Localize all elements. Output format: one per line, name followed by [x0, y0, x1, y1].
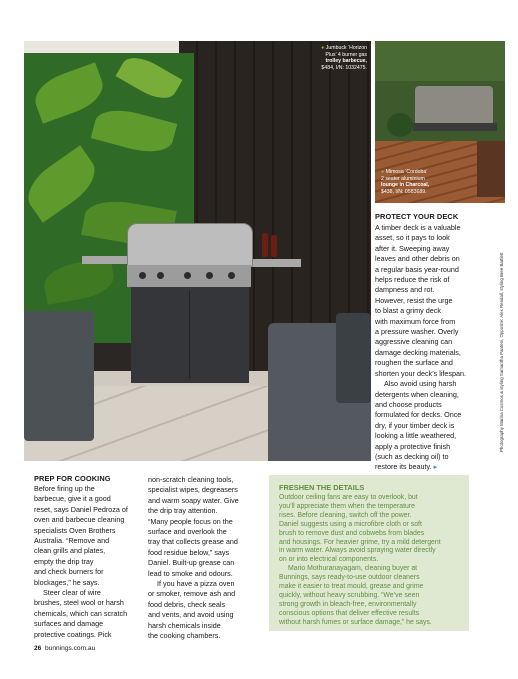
text-line: oven and barbecue cleaning: [34, 515, 125, 525]
bbq-knob: [184, 272, 191, 279]
text-line: If you have a pizza oven: [157, 579, 235, 589]
text-line: surfaces and damage: [34, 619, 104, 629]
section-prep-cooking: [34, 474, 144, 640]
bbq-side-shelf-left: [82, 256, 130, 264]
text-line: roughen the surface and: [375, 358, 453, 368]
text-line: to blast a grimy deck: [375, 306, 441, 316]
text-line: strong growth in bleach-free, environmentally: [279, 600, 417, 608]
tip-box-heading: FRESHEN THE DETAILS: [279, 483, 365, 492]
text-line: tray that collects grease and: [148, 537, 238, 547]
text-line: detergents when cleaning,: [375, 389, 459, 399]
text-line: looking a little weathered,: [375, 431, 457, 441]
text-line: surface and overlook the: [148, 527, 227, 537]
photo-garden: [375, 41, 505, 81]
section-heading: PREP FOR COOKING: [34, 474, 111, 483]
caption-dot-icon: ●: [321, 45, 325, 51]
text-line: the drip tray attention.: [148, 506, 218, 516]
text-line: the cooking chambers.: [148, 631, 221, 641]
outdoor-chair-left: [24, 311, 94, 441]
text-line: (such as decking oil) to: [375, 451, 449, 461]
bbq-knob: [157, 272, 164, 279]
bbq-side-shelf-right: [249, 259, 301, 267]
text-line: A timber deck is a valuable: [375, 223, 461, 232]
bbq-knob: [139, 272, 146, 279]
page-footer: [34, 645, 95, 652]
text-line: and housings. For heavier grime, try a mild detergent: [279, 538, 441, 546]
text-line: clean grills and plates,: [34, 546, 106, 556]
bbq-cabinet: [131, 287, 249, 383]
text-line: and check burners for: [34, 567, 104, 577]
text-line: dampness and rot.: [375, 285, 435, 295]
text-line: Daniel. Built-up grease can: [148, 558, 235, 568]
caption-line: Jumbuck ‘Horizon: [325, 45, 367, 51]
sauce-bottle: [271, 235, 277, 257]
text-line: without harsh fumes or surface damage,” he says.: [279, 618, 432, 626]
photo-chair: [477, 141, 505, 197]
caption-dot-icon: ●: [381, 169, 385, 175]
text-line: Before firing up the: [34, 484, 95, 493]
text-line: aggressive cleaning can: [375, 337, 453, 347]
continue-arrow-icon: ▸: [433, 464, 438, 472]
hero-photo-bbq: [24, 41, 371, 461]
text-line: specialist wipes, degreasers: [148, 485, 238, 495]
caption-line: 2 seater aluminium: [381, 175, 425, 182]
text-line: in warm water. Always avoid spraying water directly: [279, 547, 436, 555]
caption-line: Mimosa ‘Cordoba’: [385, 169, 428, 175]
text-line: shorten your deck’s lifespan.: [375, 368, 466, 378]
text-line: or smoker, remove ash and: [148, 589, 236, 599]
text-line: asset, so it pays to look: [375, 233, 450, 243]
photo-sofa-frame: [413, 123, 497, 131]
text-line: you’ll appreciate them when the temperature: [279, 502, 415, 510]
text-line: damage decking materials,: [375, 347, 461, 357]
text-line: quickly, without heavy scrubbing. “We’ve seen: [279, 591, 420, 599]
bbq-knob: [228, 272, 235, 279]
text-line: Daniel suggests using a microfibre cloth or soft: [279, 520, 422, 528]
text-line: brushes, steel wool or harsh: [34, 598, 124, 608]
text-line: protective coatings. Pick: [34, 629, 112, 639]
caption-lounge: [381, 169, 461, 195]
text-line: make it easier to treat mould, grease and grime: [279, 583, 424, 591]
page-number: 26: [34, 645, 42, 652]
photo-pot-plant: [387, 113, 413, 137]
text-line: and vents, and avoid using: [148, 610, 234, 620]
text-line: blockages,” he says.: [34, 577, 100, 587]
section-bbq-continued: [148, 475, 266, 642]
text-line: barbecue, give it a good: [34, 494, 111, 504]
text-line: rises. Before cleaning, switch off the power.: [279, 511, 412, 519]
text-line: food debris, check seals: [148, 599, 226, 609]
text-line: lead to smoke and odours.: [148, 568, 233, 578]
paragraph: [375, 379, 505, 474]
text-line: and choose products: [375, 399, 442, 409]
caption-line: $438, I/N: 0583689.: [381, 188, 427, 195]
text-line: Bunnings, says ready-to-use outdoor cleaners: [279, 574, 420, 582]
text-line: However, resist the urge: [375, 295, 453, 305]
text-line: Also avoid using harsh: [384, 379, 457, 389]
paragraph: [148, 579, 266, 641]
text-line: restore its beauty.: [375, 462, 432, 472]
text-line: on or into electrical components.: [279, 556, 379, 564]
text-line: a pressure washer. Overly: [375, 327, 459, 337]
text-line: helps reduce the risk of: [375, 275, 450, 285]
text-line: Outdoor ceiling fans are easy to overlook, but: [279, 494, 418, 501]
caption-line: $484, I/N: 1032475.: [321, 64, 367, 71]
text-line: conscious options that deliver effective results: [279, 609, 420, 617]
text-line: chemicals, which can scratch: [34, 608, 128, 618]
paragraph: [34, 484, 144, 588]
text-line: dry, if your timber deck is: [375, 420, 455, 430]
site-url[interactable]: bunnings.com.au: [45, 645, 96, 652]
bbq-door-split: [189, 291, 190, 379]
text-line: apply a protective finish: [375, 441, 451, 451]
caption-line-bold: lounge in Charcoal,: [381, 182, 430, 189]
text-line: harsh chemicals inside: [148, 620, 221, 630]
outdoor-cushion: [336, 313, 371, 403]
caption-bbq: [303, 45, 367, 71]
text-line: specialists Oven Brothers: [34, 525, 116, 535]
text-line: Steer clear of wire: [43, 588, 101, 598]
text-line: leaves and other debris on: [375, 254, 460, 264]
text-line: “Many people focus on the: [148, 516, 233, 526]
caption-line-bold: trolley barbecue,: [325, 58, 367, 65]
bbq-hood: [127, 223, 253, 267]
text-line: with maximum force from: [375, 316, 456, 326]
paragraph: [375, 223, 505, 379]
text-line: reset, says Daniel Pedroza of: [34, 504, 128, 514]
section-protect-deck: [375, 212, 505, 474]
text-line: after it. Sweeping away: [375, 243, 450, 253]
text-line: empty the drip tray: [34, 556, 94, 566]
bbq-knob: [206, 272, 213, 279]
tip-box-body: [279, 494, 467, 628]
text-line: non-scratch cleaning tools,: [148, 475, 234, 484]
sauce-bottle: [262, 233, 268, 257]
paragraph: [148, 475, 266, 579]
text-line: Mario Mothuranayagam, cleaning buyer at: [288, 565, 418, 573]
text-line: brush to remove dust and cobwebs from blades: [279, 529, 425, 537]
photo-credits: Photography Marina Cosmos & styling Samantha Pardesi, Opposite: Alex Rendall, styling Bree Bartlett: [499, 252, 504, 452]
photo-sofa: [415, 86, 493, 126]
text-line: a regular basis year-round: [375, 264, 459, 274]
paragraph: [34, 588, 144, 640]
text-line: and warm soapy water. Give: [148, 495, 239, 505]
caption-line: Plus’ 4 burner gas: [325, 51, 367, 58]
text-line: formulated for decks. Once: [375, 410, 462, 420]
text-line: food residue below,” says: [148, 547, 230, 557]
text-line: Australia. “Remove and: [34, 536, 110, 546]
section-heading: PROTECT YOUR DECK: [375, 212, 459, 221]
